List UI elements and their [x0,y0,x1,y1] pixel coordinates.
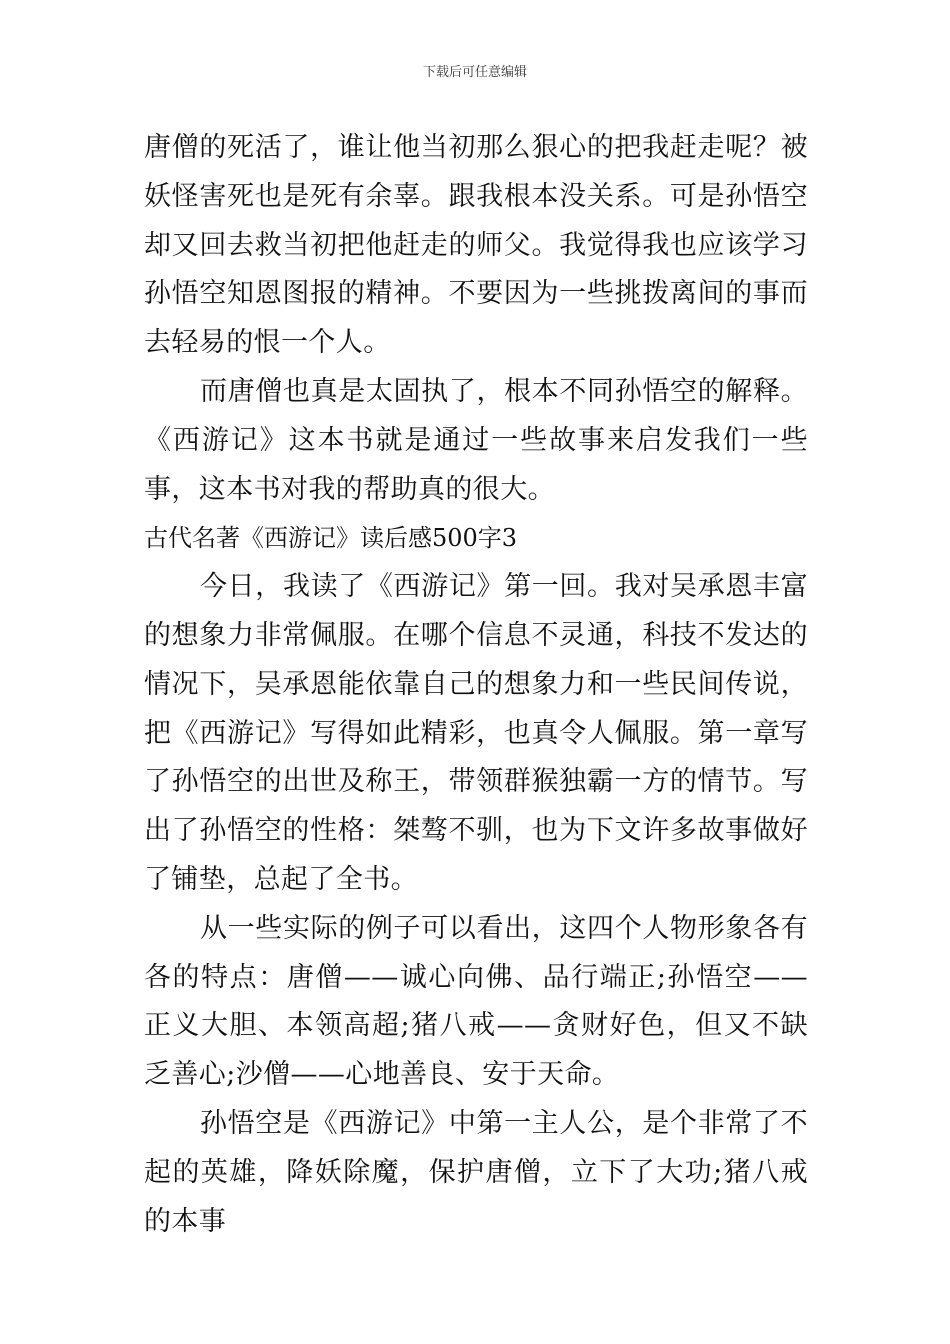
paragraph-5: 孙悟空是《西游记》中第一主人公，是个非常了不起的英雄，降妖除魔，保护唐僧，立下了大功;猪八戒的本事 [144,1107,808,1237]
paragraph-3: 今日，我读了《西游记》第一回。我对吴承恩丰富的想象力非常佩服。在哪个信息不灵通，科技不发达的情况下，吴承恩能依靠自己的想象力和一些民间传说，把《西游记》写得如此精彩，也真令人佩服。第一章写了孙悟空的出世及称王，带领群猴独霸一方的情节。写出了孙悟空的性格：桀骜不驯，也为下文许多故事做好了铺垫，总起了全书。 [144,571,808,895]
paragraph-4: 从一些实际的例子可以看出，这四个人物形象各有各的特点：唐僧——诚心向佛、品行端正;孙悟空——正义大胆、本领高超;猪八戒——贪财好色，但又不缺乏善心;沙僧——心地善良、安于天命。 [144,912,808,1091]
page-header: 下载后可任意编辑 [422,65,527,80]
section-heading: 古代名著《西游记》读后感500字3 [144,524,518,553]
paragraph-1: 唐僧的死活了，谁让他当初那么狠心的把我赶走呢？被妖怪害死也是死有余辜。跟我根本没关系。可是孙悟空却又回去救当初把他赶走的师父。我觉得我也应该学习孙悟空知恩图报的精神。不要因为一些挑拨离间的事而去轻易的恨一个人。 [144,132,808,359]
paragraph-2: 而唐僧也真是太固执了，根本不同孙悟空的解释。《西游记》这本书就是通过一些故事来启发我们一些事，这本书对我的帮助真的很大。 [144,375,808,505]
document-body [144,124,808,1246]
